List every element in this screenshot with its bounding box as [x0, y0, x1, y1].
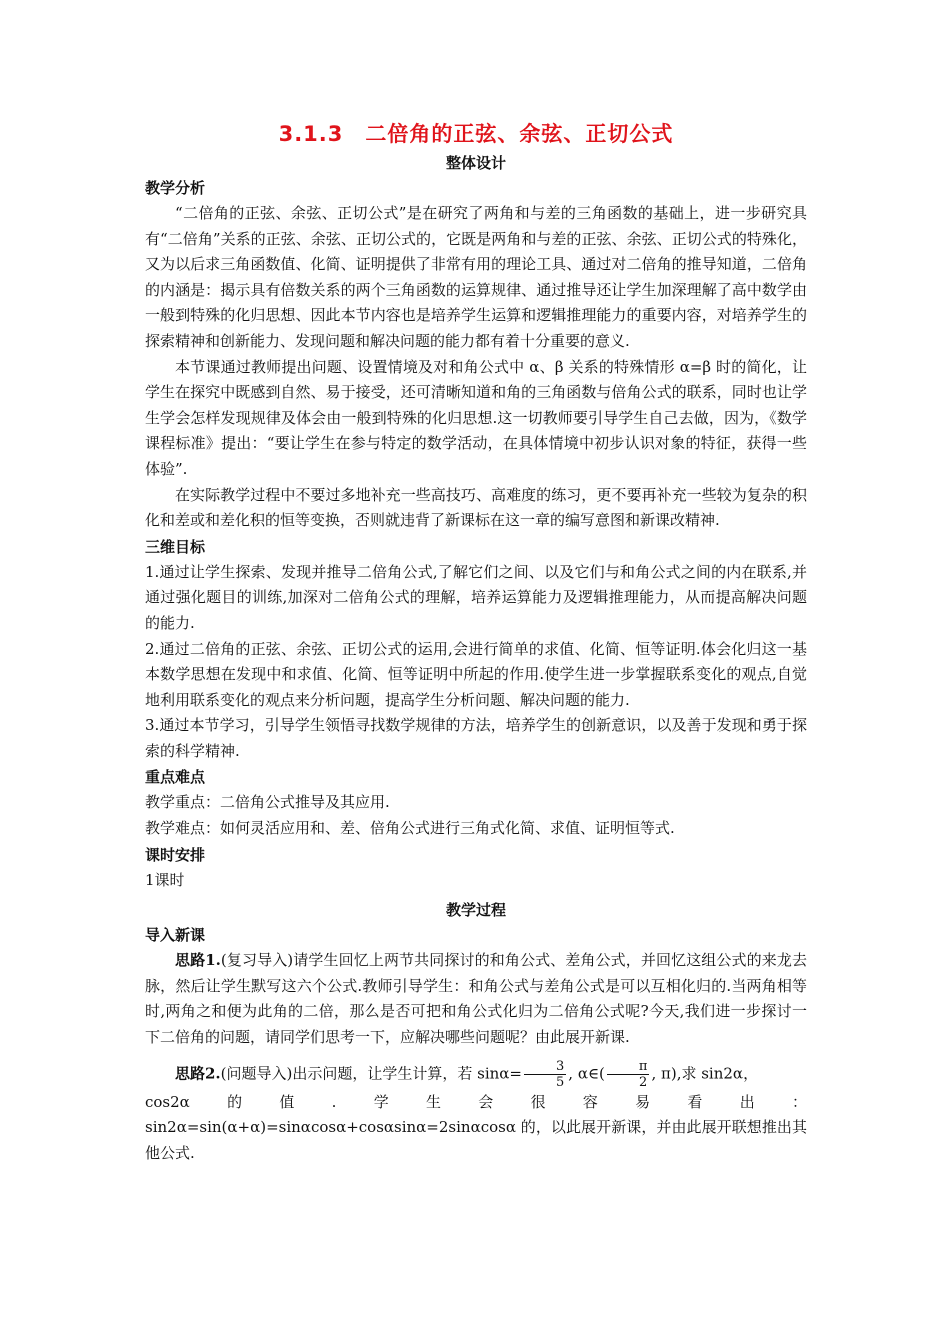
- idea-2-paragraph: [145, 1059, 807, 1090]
- fraction-three-fifths: [524, 1059, 566, 1090]
- analysis-heading: 教学分析: [145, 179, 206, 197]
- goal-item-2: 2.通过二倍角的正弦、余弦、正切公式的运用,会进行简单的求值、化简、恒等证明.体会化归这一基本数学思想在发现中和求值、化简、恒等证明中所起的作用.使学生进一步掌握联系变化的观点,自觉地利用联系变化的观点来分析问题，提高学生分析问题、解决问题的能力.: [145, 639, 807, 709]
- schedule-value: 1课时: [145, 870, 185, 889]
- page-title: 3.1.3 二倍角的正弦、余弦、正切公式: [278, 122, 674, 146]
- idea-2-label: 思路2.: [175, 1064, 221, 1083]
- idea-2-line-2: cos2α 的 值 . 学 生 会 很 容 易 看 出 ：: [145, 1092, 807, 1111]
- goal-item-3: 3.通过本节学习，引导学生领悟寻找数学规律的方法，培养学生的创新意识，以及善于发现和勇于探索的科学精神.: [145, 716, 807, 760]
- intro-heading: 导入新课: [145, 926, 206, 945]
- section-subtitle: 整体设计: [445, 154, 506, 172]
- fraction-1-numerator: 3: [524, 1059, 566, 1075]
- document-page: [145, 118, 807, 1166]
- teaching-focus: 教学重点：二倍角公式推导及其应用.: [145, 793, 390, 812]
- schedule-heading: 课时安排: [145, 845, 206, 864]
- goal-item-1: 1.通过让学生探索、发现并推导二倍角公式,了解它们之间、以及它们与和角公式之间的内在联系,并通过强化题目的训练,加深对二倍角公式的理解，培养运算能力及逻辑推理能力，从而提高解决问题的能力.: [145, 562, 807, 632]
- analysis-paragraph-2: 本节课通过教师提出问题、设置情境及对和角公式中 α、β 关系的特殊情形 α=β 时的简化，让学生在探究中既感到自然、易于接受，还可清晰知道和角的三角函数与倍角公式的联系，同时也让学生学会怎样发现规律及体会由一般到特殊的化归思想.这一切教师要引导学生自己去做，因为，《数学课程标准》提出：“要让学生在参与特定的数学活动，在具体情境中初步认识对象的特征，获得一些体验”.: [145, 357, 807, 478]
- goals-heading: 三维目标: [145, 537, 206, 556]
- fraction-1-denominator: 5: [556, 1074, 565, 1090]
- process-heading: 教学过程: [445, 901, 506, 920]
- fraction-2-numerator: π: [607, 1059, 650, 1075]
- idea-1-text: (复习导入)请学生回忆上两节共同探讨的和角公式、差角公式，并回忆这组公式的来龙去脉，然后让学生默写这六个公式.教师引导学生：和角公式与差角公式是可以互相化归的.当两角相等时,两角之和便为此角的二倍，那么是否可把和角公式化归为二倍角公式呢?今天,我们进一步探讨一下二倍角的问题，请同学们思考一下，应解决哪些问题呢？由此展开新课.: [145, 951, 807, 1047]
- idea-2-post: , π),求 sin2α，: [651, 1064, 759, 1083]
- idea-1-paragraph: [145, 948, 807, 1050]
- fraction-pi-half: [607, 1059, 650, 1090]
- idea-2-pre: (问题导入)出示问题，让学生计算，若 sinα=: [220, 1064, 522, 1083]
- idea-1-label: 思路1.: [175, 951, 221, 970]
- keypoints-heading: 重点难点: [145, 768, 206, 787]
- idea-2-mid: , α∈(: [568, 1064, 605, 1083]
- teaching-difficulty: 教学难点：如何灵活应用和、差、倍角公式进行三角式化简、求值、证明恒等式.: [145, 819, 675, 838]
- fraction-2-denominator: 2: [639, 1074, 648, 1090]
- idea-2-line-3: sin2α=sin(α+α)=sinαcosα+cosαsinα=2sinαcosα 的，以此展开新课，并由此展开联想推出其他公式.: [145, 1118, 807, 1162]
- analysis-paragraph-3: 在实际教学过程中不要过多地补充一些高技巧、高难度的练习，更不要再补充一些较为复杂的积化和差或和差化积的恒等变换，否则就违背了新课标在这一章的编写意图和新课改精神.: [145, 485, 807, 530]
- analysis-paragraph-1: “二倍角的正弦、余弦、正切公式”是在研究了两角和与差的三角函数的基础上，进一步研究具有“二倍角”关系的正弦、余弦、正切公式的，它既是两角和与差的正弦、余弦、正切公式的特殊化，又为以后求三角函数值、化简、证明提供了非常有用的理论工具、通过对二倍角的推导知道，二倍角的内涵是：揭示具有倍数关系的两个三角函数的运算规律、通过推导还让学生加深理解了高中数学由一般到特殊的化归思想、因此本节内容也是培养学生运算和逻辑推理能力的重要内容，对培养学生的探索精神和创新能力、发现问题和解决问题的能力都有着十分重要的意义.: [145, 204, 807, 350]
